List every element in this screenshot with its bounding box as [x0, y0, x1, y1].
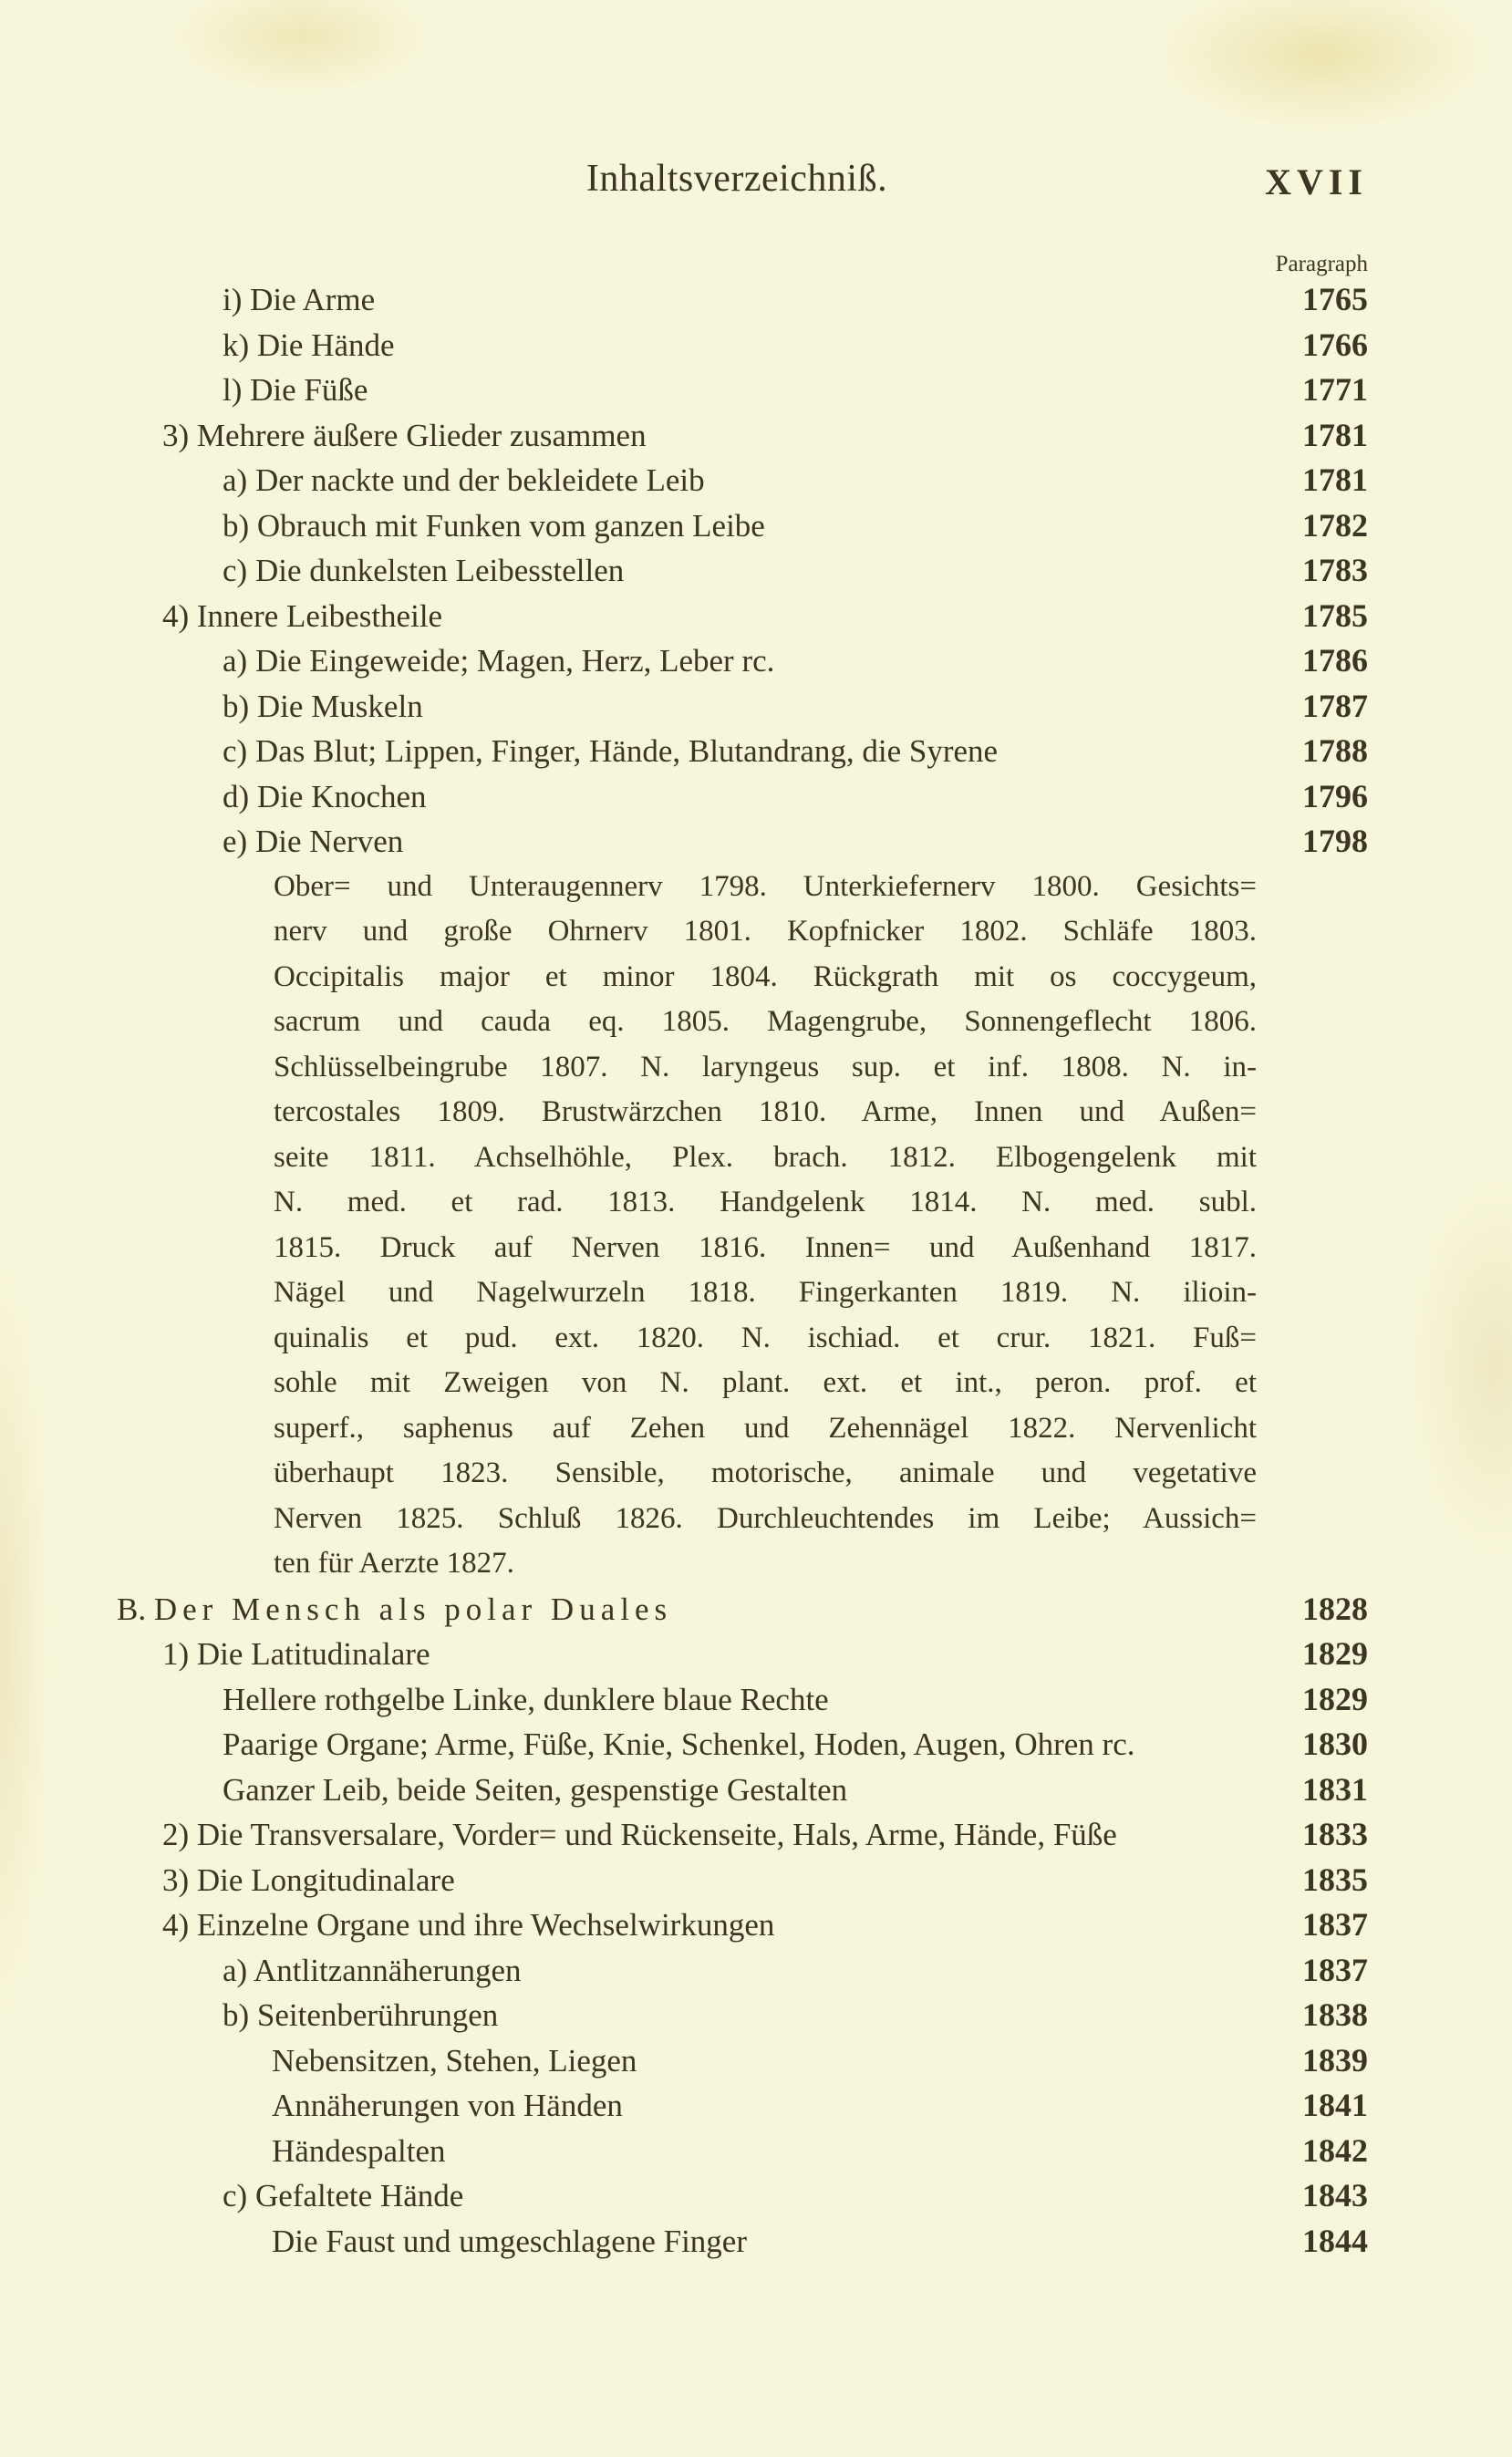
- nerves-subtopics-line: [0, 1135, 1512, 1181]
- toc-entry-marker: a): [223, 1952, 248, 1988]
- toc-entry: [0, 729, 1512, 774]
- toc-entry-label: [223, 277, 375, 323]
- toc-entry-label: [223, 323, 395, 368]
- dot-leader: [408, 323, 1268, 368]
- toc-entry-label: [162, 413, 647, 459]
- toc-entry: [0, 1902, 1512, 1948]
- nerves-subtopics-text: ten für Aerzte 1827.: [274, 1547, 514, 1580]
- toc-entry-title: Ganzer Leib, beide Seiten, gespenstige Gestalten: [223, 1771, 848, 1808]
- toc-entry: [0, 774, 1512, 820]
- nerves-subtopics-text: Occipitalis major et minor 1804. Rückgrath mit os coccygeum,: [274, 959, 1257, 993]
- toc-entry-label: [223, 1677, 829, 1723]
- toc-entry-paragraph-number: 1837: [1302, 1906, 1368, 1943]
- nerves-subtopics-text: 1815. Druck auf Nerven 1816. Innen= und Außenhand 1817.: [274, 1230, 1257, 1264]
- nerves-subtopics-line: [0, 865, 1512, 910]
- toc-entry: [0, 277, 1512, 323]
- dot-leader: [468, 1858, 1268, 1903]
- toc-entry-paragraph-number: 1798: [1302, 823, 1368, 859]
- toc-entry-label: [223, 729, 998, 774]
- toc-entry-marker: l): [223, 372, 243, 408]
- dot-leader: [636, 2083, 1268, 2129]
- toc-entry-paragraph-number: 1842: [1302, 2131, 1368, 2169]
- nerves-subtopics-line: [0, 1270, 1512, 1316]
- toc-entry-marker: 3): [162, 1861, 190, 1898]
- nerves-subtopics-text: sohle mit Zweigen von N. plant. ext. et int., peron. prof. et: [274, 1366, 1257, 1399]
- nerves-subtopics-text: superf., saphenus auf Zehen und Zehennägel 1822. Nervenlicht: [274, 1411, 1257, 1445]
- toc-entry-paragraph-number: 1782: [1302, 506, 1368, 544]
- toc-entry-title: Die Muskeln: [256, 688, 423, 724]
- toc-entry: [0, 2219, 1512, 2265]
- toc-entry-marker: d): [223, 778, 250, 814]
- toc-entry-label: [272, 2083, 623, 2129]
- toc-entry: [0, 1587, 1512, 1633]
- toc-entry-title: Paarige Organe; Arme, Füße, Knie, Schenkel, Hoden, Augen, Ohren rc.: [223, 1726, 1135, 1762]
- dot-leader: [388, 277, 1268, 323]
- toc-entry-label: [223, 2173, 463, 2219]
- toc-entry-title: Nebensitzen, Stehen, Liegen: [272, 2042, 637, 2079]
- toc-entry-marker: a): [223, 462, 248, 498]
- toc-entry-paragraph-number: 1781: [1302, 461, 1368, 498]
- dot-leader: [1010, 729, 1268, 774]
- dot-leader: [637, 548, 1268, 594]
- nerves-subtopics-line: [0, 1361, 1512, 1406]
- toc-entry: [0, 458, 1512, 503]
- toc-entry-label: [223, 1722, 1134, 1768]
- toc-entry-label: [223, 684, 423, 730]
- toc-entry-paragraph-number: 1765: [1302, 281, 1368, 317]
- toc-entry-label: [272, 2219, 747, 2265]
- toc-entry-title: Die Eingeweide; Magen, Herz, Leber rc.: [254, 643, 775, 679]
- dot-leader: [476, 2173, 1268, 2219]
- toc-entry-label: [223, 638, 774, 684]
- toc-entry: [0, 1993, 1512, 2038]
- toc-entry: [0, 2083, 1512, 2129]
- toc-entry-paragraph-number: 1841: [1302, 2087, 1368, 2123]
- dot-leader: [440, 774, 1268, 820]
- nerves-subtopics-text: seite 1811. Achselhöhle, Plex. brach. 1812. Elbogengelenk mit: [274, 1140, 1257, 1174]
- toc-entry-paragraph-number: 1837: [1302, 1951, 1368, 1988]
- toc-entry-title: Die Hände: [256, 327, 395, 363]
- toc-entry-title: Die Nerven: [254, 824, 404, 859]
- nerves-subtopics-text: Nägel und Nagelwurzeln 1818. Fingerkanten 1819. N. ilioin-: [274, 1276, 1257, 1309]
- toc-entry-marker: 4): [162, 597, 190, 634]
- toc-entry-marker: i): [223, 282, 243, 317]
- toc-entry-marker: e): [223, 824, 248, 859]
- toc-entry: [0, 1858, 1512, 1903]
- toc-entry: [0, 323, 1512, 368]
- toc-entry: [0, 2038, 1512, 2084]
- toc-entry: [0, 368, 1512, 413]
- nerves-subtopics-line: [0, 955, 1512, 1000]
- toc-entry-paragraph-number: 1835: [1302, 1861, 1368, 1898]
- dot-leader: [443, 1632, 1268, 1677]
- toc-entry: [0, 1632, 1512, 1677]
- toc-entry-paragraph-number: 1781: [1302, 416, 1368, 453]
- toc-entry-marker: c): [223, 2178, 248, 2213]
- nerves-subtopics-text: sacrum und cauda eq. 1805. Magengrube, Sonnengeflecht 1806.: [274, 1005, 1257, 1038]
- toc-entry-label: [223, 368, 368, 413]
- toc-entry-label: [223, 548, 624, 594]
- toc-entry-marker: c): [223, 733, 248, 769]
- toc-entry-marker: b): [223, 507, 250, 544]
- toc-entry: [0, 684, 1512, 730]
- toc-entry-title: Die Transversalare, Vorder= und Rückenseite, Hals, Arme, Hände, Füße: [196, 1817, 1117, 1852]
- toc-entry-paragraph-number: 1783: [1302, 552, 1368, 588]
- nerves-subtopics-text: überhaupt 1823. Sensible, motorische, animale und vegetative: [274, 1457, 1257, 1489]
- dot-leader: [760, 2219, 1268, 2265]
- toc-entry-paragraph-number: 1788: [1302, 732, 1368, 769]
- toc-entry-marker: 4): [162, 1907, 190, 1943]
- toc-entry-paragraph-number: 1843: [1302, 2177, 1368, 2213]
- toc-entry-title: Annäherungen von Händen: [272, 2088, 623, 2123]
- toc-entry: [0, 1812, 1512, 1858]
- toc-entry-label: [162, 1902, 774, 1948]
- dot-leader: [860, 1768, 1268, 1813]
- toc-entry-paragraph-number: 1830: [1302, 1726, 1368, 1762]
- dot-leader: [718, 458, 1268, 503]
- nerves-subtopics-line: [0, 1316, 1512, 1362]
- column-label-paragraph: Paragraph: [1275, 252, 1368, 276]
- toc-entry-paragraph-number: 1838: [1302, 1996, 1368, 2033]
- nerves-subtopics-line: [0, 909, 1512, 955]
- dot-leader: [778, 503, 1268, 549]
- nerves-subtopics-line: [0, 1000, 1512, 1045]
- toc-entry: [0, 2129, 1512, 2174]
- toc-entry-title: Mehrere äußere Glieder zusammen: [196, 417, 647, 453]
- toc-entry: [0, 548, 1512, 594]
- toc-entry-title: Der nackte und der bekleidete Leib: [254, 462, 705, 498]
- toc-entry-paragraph-number: 1828: [1302, 1590, 1368, 1627]
- toc-entry: [0, 638, 1512, 684]
- nerves-subtopics-line: [0, 1497, 1512, 1542]
- toc-entry-marker: b): [223, 1997, 250, 2033]
- nerves-subtopics-line: [0, 1045, 1512, 1091]
- header-title-text: Inhaltsverzeichniß.: [585, 158, 888, 200]
- toc-entry-label: [162, 1858, 455, 1903]
- dot-leader: [534, 1948, 1268, 1994]
- dot-leader: [511, 1993, 1268, 2038]
- toc-entry: [0, 1677, 1512, 1723]
- toc-entry-title: Der Mensch als polar Duales: [153, 1591, 673, 1627]
- toc-entry: [0, 2173, 1512, 2219]
- toc-entry-title: Die Faust und umgeschlagene Finger: [272, 2223, 748, 2259]
- toc-entry-label: [272, 2129, 445, 2174]
- toc-entry-label: [223, 1768, 847, 1813]
- nerves-subtopics-text: nerv und große Ohrnerv 1801. Kopfnicker 1802. Schläfe 1803.: [274, 915, 1257, 948]
- toc-entry-title: Die Knochen: [256, 778, 427, 814]
- nerves-subtopics-line: [0, 1541, 1512, 1587]
- toc-entry-title: Seitenberührungen: [256, 1997, 499, 2033]
- toc-entry: [0, 503, 1512, 549]
- toc-entry: [0, 1722, 1512, 1768]
- toc-entry-marker: 1): [162, 1636, 190, 1672]
- toc-entry-paragraph-number: 1833: [1302, 1816, 1368, 1852]
- toc-entry-paragraph-number: 1786: [1302, 642, 1368, 679]
- toc-entry-label: [223, 819, 403, 865]
- toc-entry-paragraph-number: 1844: [1302, 2222, 1368, 2259]
- toc-entry: [0, 1948, 1512, 1994]
- dot-leader: [416, 819, 1268, 865]
- nerves-subtopics-line: [0, 1226, 1512, 1271]
- toc-entry: [0, 819, 1512, 865]
- toc-entry-paragraph-number: 1831: [1302, 1770, 1368, 1808]
- dot-leader: [659, 413, 1268, 459]
- toc-entry-title: Innere Leibestheile: [196, 597, 443, 634]
- nerves-subtopics-text: Nerven 1825. Schluß 1826. Durchleuchtendes im Leibe; Aussich=: [274, 1501, 1257, 1535]
- toc-entry-label: [223, 1948, 522, 1994]
- toc-entry-label: [272, 2038, 637, 2084]
- dot-leader: [458, 2129, 1268, 2174]
- nerves-subtopics-line: [0, 1406, 1512, 1452]
- nerves-subtopics-text: tercostales 1809. Brustwärzchen 1810. Arme, Innen und Außen=: [274, 1095, 1257, 1128]
- toc-entry-title: Antlitzannäherungen: [254, 1952, 522, 1988]
- toc-entry-paragraph-number: 1771: [1302, 371, 1368, 408]
- toc-entry-marker: 3): [162, 417, 190, 453]
- toc-entry-paragraph-number: 1787: [1302, 687, 1368, 724]
- nerves-subtopics-line: [0, 1090, 1512, 1135]
- dot-leader: [380, 368, 1268, 413]
- dot-leader: [1147, 1722, 1268, 1768]
- toc-entry: [0, 1768, 1512, 1813]
- dot-leader: [842, 1677, 1268, 1723]
- toc-entry-title: Einzelne Organe und ihre Wechselwirkungen: [196, 1907, 775, 1943]
- nerves-subtopics-text: Schlüsselbeingrube 1807. N. laryngeus sup. et inf. 1808. N. in-: [274, 1050, 1257, 1083]
- toc-entry-marker: 2): [162, 1817, 190, 1852]
- nerves-subtopics-line: [0, 1180, 1512, 1226]
- toc-entry-label: [162, 594, 442, 639]
- toc-entry-marker: b): [223, 688, 250, 724]
- toc-entry-paragraph-number: 1829: [1302, 1635, 1368, 1672]
- nerves-subtopics-text: quinalis et pud. ext. 1820. N. ischiad. et crur. 1821. Fuß=: [274, 1321, 1257, 1354]
- dot-leader: [649, 2038, 1268, 2084]
- toc-entry-title: Obrauch mit Funken vom ganzen Leibe: [256, 507, 765, 544]
- dot-leader: [685, 1587, 1268, 1633]
- nerves-subtopics-line: [0, 1451, 1512, 1497]
- toc-entry-title: Die Longitudinalare: [196, 1861, 455, 1898]
- toc-entry-label: [223, 1993, 498, 2038]
- toc-entry-marker: k): [223, 327, 250, 363]
- toc-entry-paragraph-number: 1796: [1302, 777, 1368, 814]
- toc-entry-title: Die Füße: [250, 372, 368, 408]
- toc-entry-title: Händespalten: [272, 2132, 446, 2169]
- toc-entry-title: Gefaltete Hände: [254, 2178, 464, 2213]
- toc-entry-marker: a): [223, 643, 248, 679]
- table-of-contents: [0, 277, 1512, 2264]
- dot-leader: [436, 684, 1268, 730]
- dot-leader: [787, 1902, 1268, 1948]
- dot-leader: [455, 594, 1268, 639]
- dot-leader: [787, 638, 1268, 684]
- toc-entry-marker: B.: [117, 1591, 147, 1627]
- toc-entry-label: [223, 503, 765, 549]
- toc-entry-label: [223, 774, 427, 820]
- toc-entry-label: [162, 1812, 1117, 1858]
- toc-entry-title: Die Arme: [250, 282, 376, 317]
- nerves-subtopics-text: Ober= und Unteraugennerv 1798. Unterkiefernerv 1800. Gesichts=: [274, 869, 1257, 903]
- toc-entry-paragraph-number: 1829: [1302, 1680, 1368, 1717]
- toc-entry-title: Hellere rothgelbe Linke, dunklere blaue Rechte: [223, 1681, 829, 1717]
- toc-entry-title: Die dunkelsten Leibesstellen: [254, 553, 625, 588]
- toc-entry-paragraph-number: 1785: [1302, 596, 1368, 634]
- toc-entry-marker: c): [223, 553, 248, 588]
- toc-entry: [0, 594, 1512, 639]
- toc-entry: [0, 413, 1512, 459]
- toc-entry-title: Das Blut; Lippen, Finger, Hände, Blutandrang, die Syrene: [254, 733, 999, 769]
- toc-entry-label: [117, 1587, 672, 1633]
- page-number: XVII: [1265, 161, 1368, 202]
- toc-entry-label: [223, 458, 705, 503]
- toc-entry-paragraph-number: 1839: [1302, 2041, 1368, 2079]
- nerves-subtopics-text: N. med. et rad. 1813. Handgelenk 1814. N. med. subl.: [274, 1186, 1257, 1218]
- toc-entry-title: Die Latitudinalare: [196, 1636, 430, 1672]
- toc-entry-paragraph-number: 1766: [1302, 326, 1368, 363]
- toc-entry-label: [162, 1632, 430, 1677]
- dot-leader: [1130, 1812, 1268, 1858]
